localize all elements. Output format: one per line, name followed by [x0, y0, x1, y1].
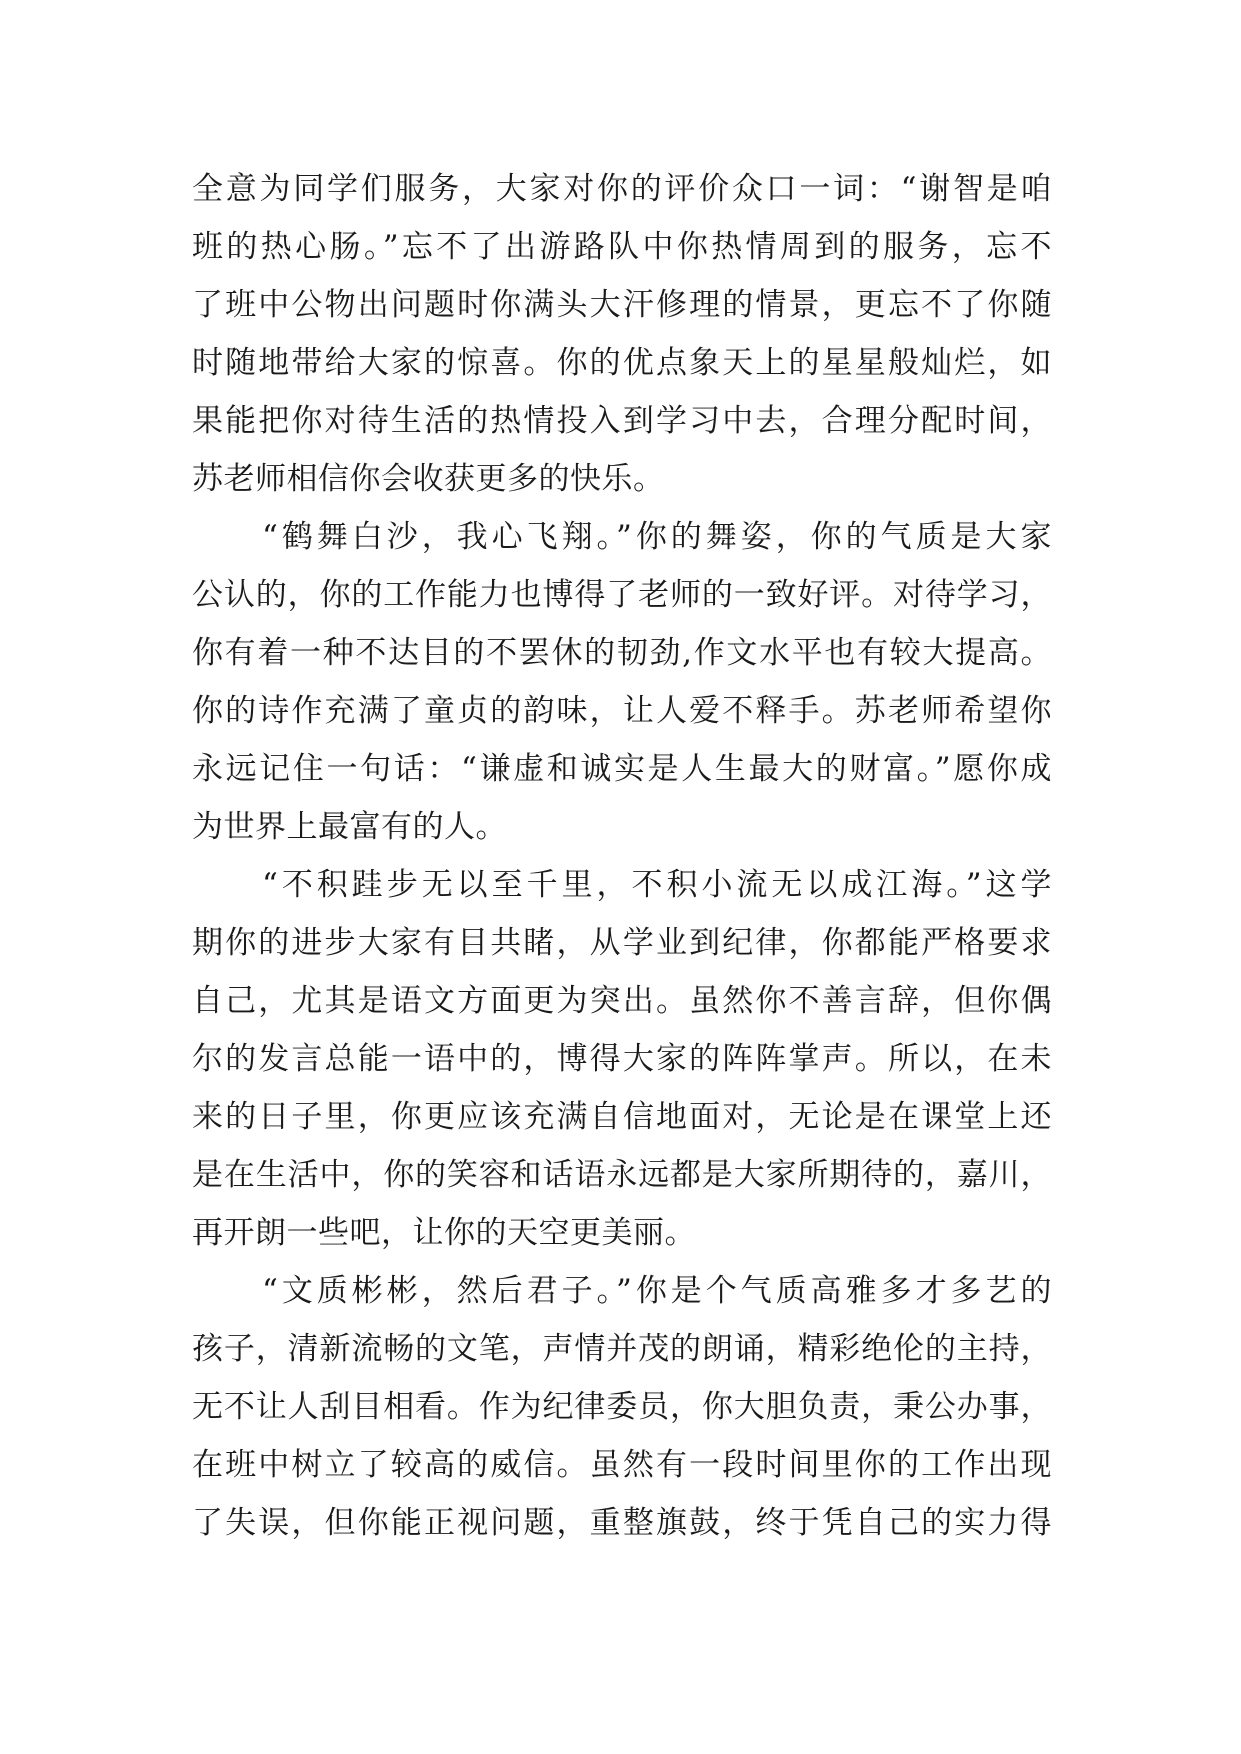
text-line: 再开朗一些吧，让你的天空更美丽。: [192, 1215, 696, 1251]
text-line: 了失误，但你能正视问题，重整旗鼓，终于凭自己的实力得: [192, 1505, 1052, 1541]
text-line: 无不让人刮目相看。作为纪律委员，你大胆负责，秉公办事，: [192, 1389, 1052, 1425]
text-line: 果能把你对待生活的热情投入到学习中去，合理分配时间，: [192, 403, 1052, 439]
text-line: 班的热心肠。”忘不了出游路队中你热情周到的服务，忘不: [192, 229, 1052, 265]
text-line: 为世界上最富有的人。: [192, 809, 507, 845]
document-body: [192, 160, 1052, 1552]
text-line: 你有着一种不达目的不罢休的韧劲,作文水平也有较大提高。: [192, 635, 1052, 671]
text-line: 全意为同学们服务，大家对你的评价众口一词：“谢智是咱: [192, 171, 1052, 207]
text-line: 孩子，清新流畅的文笔，声情并茂的朗诵，精彩绝伦的主持，: [192, 1331, 1052, 1367]
text-line: 苏老师相信你会收获更多的快乐。: [192, 461, 665, 497]
text-line: 永远记住一句话：“谦虚和诚实是人生最大的财富。”愿你成: [192, 751, 1052, 787]
text-line: 期你的进步大家有目共睹，从学业到纪律，你都能严格要求: [192, 925, 1052, 961]
text-line: 在班中树立了较高的威信。虽然有一段时间里你的工作出现: [192, 1447, 1052, 1483]
text-line: 是在生活中，你的笑容和话语永远都是大家所期待的，嘉川，: [192, 1157, 1052, 1193]
text-line: 来的日子里，你更应该充满自信地面对，无论是在课堂上还: [192, 1099, 1052, 1135]
text-line: 时随地带给大家的惊喜。你的优点象天上的星星般灿烂，如: [192, 345, 1052, 381]
paragraph-first-line: “鹤舞白沙，我心飞翔。”你的舞姿，你的气质是大家: [262, 519, 1052, 555]
text-line: 自己，尤其是语文方面更为突出。虽然你不善言辞，但你偶: [192, 983, 1052, 1019]
text-line: 你的诗作充满了童贞的韵味，让人爱不释手。苏老师希望你: [192, 693, 1052, 729]
text-line: 了班中公物出问题时你满头大汗修理的情景，更忘不了你随: [192, 287, 1052, 323]
paragraph-first-line: “不积跬步无以至千里，不积小流无以成江海。”这学: [262, 867, 1052, 903]
paragraph-first-line: “文质彬彬，然后君子。”你是个气质高雅多才多艺的: [262, 1273, 1052, 1309]
text-line: 尔的发言总能一语中的，博得大家的阵阵掌声。所以，在未: [192, 1041, 1052, 1077]
text-line: 公认的，你的工作能力也博得了老师的一致好评。对待学习，: [192, 577, 1052, 613]
